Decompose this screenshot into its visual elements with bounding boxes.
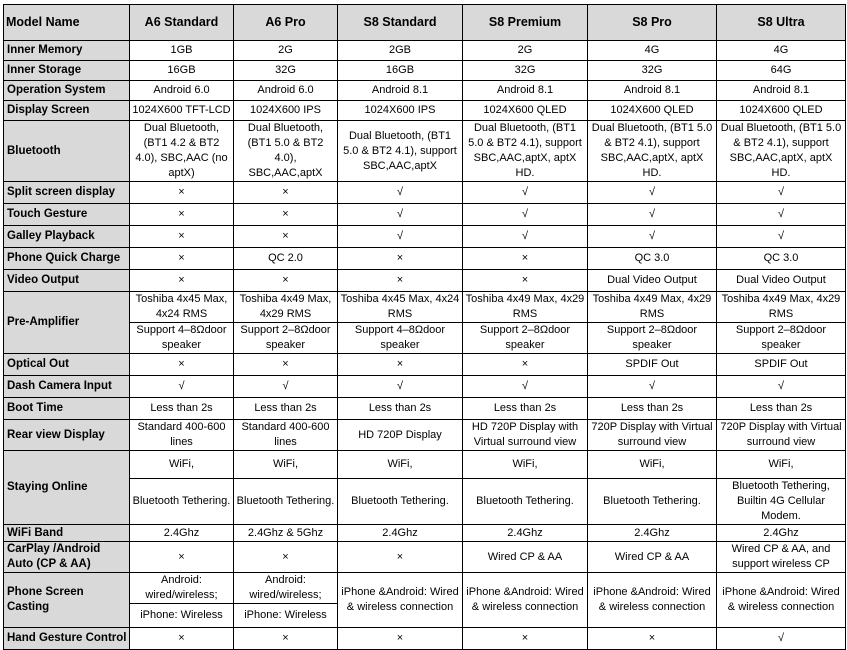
cell-value: Android 8.1 bbox=[463, 81, 588, 101]
cell-value: × bbox=[463, 248, 588, 270]
cell-value: WiFi, bbox=[463, 451, 588, 479]
cell-value: Dual Bluetooth, (BT1 5.0 & BT2 4.1), support SBC,AAC,aptX, aptX HD. bbox=[717, 121, 846, 182]
cell-value: 1024X600 IPS bbox=[234, 101, 338, 121]
cell-value: Android 8.1 bbox=[338, 81, 463, 101]
table-row bbox=[4, 226, 846, 248]
row-label: Hand Gesture Control bbox=[4, 628, 130, 650]
cell-value: Dual Bluetooth, (BT1 4.2 & BT2 4.0), SBC,AAC (no aptX) bbox=[130, 121, 234, 182]
row-label: Inner Storage bbox=[4, 61, 130, 81]
cell-value: √ bbox=[717, 628, 846, 650]
cell-value: WiFi, bbox=[338, 451, 463, 479]
table-row-continued bbox=[4, 323, 846, 354]
cell-value: Wired CP & AA bbox=[588, 542, 717, 573]
cell-value: 2.4Ghz bbox=[588, 525, 717, 542]
row-label: Inner Memory bbox=[4, 41, 130, 61]
cell-value: × bbox=[130, 204, 234, 226]
cell-value: 64G bbox=[717, 61, 846, 81]
cell-value: Toshiba 4x49 Max, 4x29 RMS bbox=[717, 292, 846, 323]
cell-value: Support 2–8Ωdoor speaker bbox=[717, 323, 846, 354]
table-row bbox=[4, 398, 846, 420]
cell-value: √ bbox=[717, 204, 846, 226]
cell-value: √ bbox=[234, 376, 338, 398]
cell-value: 2G bbox=[234, 41, 338, 61]
cell-value: Android 8.1 bbox=[717, 81, 846, 101]
cell-value: 1GB bbox=[130, 41, 234, 61]
cell-value: √ bbox=[588, 182, 717, 204]
cell-value: × bbox=[234, 204, 338, 226]
cell-value: 1024X600 IPS bbox=[338, 101, 463, 121]
cell-value: × bbox=[234, 628, 338, 650]
cell-value: 2G bbox=[463, 41, 588, 61]
cell-value: √ bbox=[588, 226, 717, 248]
cell-value: × bbox=[338, 354, 463, 376]
cell-value: √ bbox=[717, 226, 846, 248]
cell-value: 1024X600 TFT-LCD bbox=[130, 101, 234, 121]
cell-value: × bbox=[463, 628, 588, 650]
table-row-continued bbox=[4, 479, 846, 525]
cell-value: 1024X600 QLED bbox=[717, 101, 846, 121]
cell-value: √ bbox=[717, 182, 846, 204]
cell-value: iPhone &Android: Wired & wireless connection bbox=[338, 573, 463, 628]
cell-value: × bbox=[234, 182, 338, 204]
header-row bbox=[4, 5, 846, 41]
model-header: S8 Pro bbox=[588, 5, 717, 41]
row-label: Dash Camera Input bbox=[4, 376, 130, 398]
cell-value: Less than 2s bbox=[588, 398, 717, 420]
cell-value: Wired CP & AA, and support wireless CP bbox=[717, 542, 846, 573]
cell-value: Less than 2s bbox=[463, 398, 588, 420]
table-row bbox=[4, 41, 846, 61]
table-row bbox=[4, 628, 846, 650]
cell-value: Bluetooth Tethering. bbox=[588, 479, 717, 525]
cell-value: × bbox=[130, 354, 234, 376]
table-row bbox=[4, 270, 846, 292]
cell-value: Dual Bluetooth, (BT1 5.0 & BT2 4.1), support SBC,AAC,aptX bbox=[338, 121, 463, 182]
cell-value: × bbox=[130, 628, 234, 650]
cell-value: 32G bbox=[463, 61, 588, 81]
cell-value: √ bbox=[130, 376, 234, 398]
row-label: Pre-Amplifier bbox=[4, 292, 130, 354]
cell-value: 4G bbox=[588, 41, 717, 61]
table-row bbox=[4, 451, 846, 479]
cell-value: × bbox=[130, 248, 234, 270]
cell-value: √ bbox=[717, 376, 846, 398]
row-label: Phone Quick Charge bbox=[4, 248, 130, 270]
cell-value: × bbox=[463, 270, 588, 292]
model-header: S8 Standard bbox=[338, 5, 463, 41]
table-row bbox=[4, 292, 846, 323]
model-header: S8 Premium bbox=[463, 5, 588, 41]
cell-value: × bbox=[234, 542, 338, 573]
row-label: Split screen display bbox=[4, 182, 130, 204]
table-row bbox=[4, 182, 846, 204]
cell-value: √ bbox=[463, 182, 588, 204]
row-label: Optical Out bbox=[4, 354, 130, 376]
cell-value: √ bbox=[338, 204, 463, 226]
cell-value: 16GB bbox=[338, 61, 463, 81]
row-label: Boot Time bbox=[4, 398, 130, 420]
row-label: Touch Gesture bbox=[4, 204, 130, 226]
cell-value: 2.4Ghz bbox=[717, 525, 846, 542]
spec-comparison-table bbox=[3, 4, 846, 650]
table-row bbox=[4, 573, 846, 604]
cell-value: Wired CP & AA bbox=[463, 542, 588, 573]
table-row bbox=[4, 525, 846, 542]
cell-value: Less than 2s bbox=[234, 398, 338, 420]
model-name-header: Model Name bbox=[4, 5, 130, 41]
cell-value: Bluetooth Tethering. bbox=[130, 479, 234, 525]
cell-value: × bbox=[338, 542, 463, 573]
cell-value: 1024X600 QLED bbox=[463, 101, 588, 121]
cell-value: Dual Bluetooth, (BT1 5.0 & BT2 4.1), support SBC,AAC,aptX, aptX HD. bbox=[588, 121, 717, 182]
cell-value: QC 3.0 bbox=[588, 248, 717, 270]
cell-value: Bluetooth Tethering, Builtin 4G Cellular Modem. bbox=[717, 479, 846, 525]
cell-value: Support 4–8Ωdoor speaker bbox=[130, 323, 234, 354]
row-label: Video Output bbox=[4, 270, 130, 292]
table-row bbox=[4, 204, 846, 226]
table-row bbox=[4, 248, 846, 270]
cell-value: 720P Display with Virtual surround view bbox=[717, 420, 846, 451]
row-label: Phone Screen Casting bbox=[4, 573, 130, 628]
cell-value: Toshiba 4x49 Max, 4x29 RMS bbox=[234, 292, 338, 323]
cell-value: × bbox=[338, 628, 463, 650]
table-row bbox=[4, 121, 846, 182]
row-label: Galley Playback bbox=[4, 226, 130, 248]
cell-value: HD 720P Display bbox=[338, 420, 463, 451]
cell-value: Android: wired/wireless; bbox=[130, 573, 234, 604]
cell-value: 16GB bbox=[130, 61, 234, 81]
cell-value: Android 6.0 bbox=[234, 81, 338, 101]
table-row bbox=[4, 354, 846, 376]
cell-value: Dual Bluetooth, (BT1 5.0 & BT2 4.0), SBC,AAC,aptX bbox=[234, 121, 338, 182]
table-row bbox=[4, 420, 846, 451]
cell-value: Toshiba 4x45 Max, 4x24 RMS bbox=[130, 292, 234, 323]
cell-value: QC 3.0 bbox=[717, 248, 846, 270]
row-label: Rear view Display bbox=[4, 420, 130, 451]
cell-value: iPhone &Android: Wired & wireless connection bbox=[463, 573, 588, 628]
cell-value: Android 6.0 bbox=[130, 81, 234, 101]
cell-value: Dual Video Output bbox=[717, 270, 846, 292]
cell-value: × bbox=[338, 248, 463, 270]
table-row bbox=[4, 101, 846, 121]
row-label: Bluetooth bbox=[4, 121, 130, 182]
cell-value: Support 2–8Ωdoor speaker bbox=[234, 323, 338, 354]
cell-value: Toshiba 4x49 Max, 4x29 RMS bbox=[463, 292, 588, 323]
cell-value: × bbox=[130, 542, 234, 573]
cell-value: √ bbox=[588, 376, 717, 398]
cell-value: × bbox=[130, 182, 234, 204]
table-row bbox=[4, 61, 846, 81]
cell-value: Dual Video Output bbox=[588, 270, 717, 292]
cell-value: Toshiba 4x49 Max, 4x29 RMS bbox=[588, 292, 717, 323]
model-header: S8 Ultra bbox=[717, 5, 846, 41]
row-label: Staying Online bbox=[4, 451, 130, 525]
cell-value: Dual Bluetooth, (BT1 5.0 & BT2 4.1), support SBC,AAC,aptX, aptX HD. bbox=[463, 121, 588, 182]
cell-value: Support 4–8Ωdoor speaker bbox=[338, 323, 463, 354]
cell-value: SPDIF Out bbox=[717, 354, 846, 376]
table-body bbox=[4, 41, 846, 650]
table-row bbox=[4, 81, 846, 101]
cell-value: 2GB bbox=[338, 41, 463, 61]
cell-value: Bluetooth Tethering. bbox=[463, 479, 588, 525]
cell-value: Standard 400-600 lines bbox=[234, 420, 338, 451]
cell-value: × bbox=[234, 354, 338, 376]
cell-value: iPhone &Android: Wired & wireless connection bbox=[588, 573, 717, 628]
row-label: Operation System bbox=[4, 81, 130, 101]
cell-value: HD 720P Display with Virtual surround view bbox=[463, 420, 588, 451]
cell-value: iPhone: Wireless bbox=[130, 604, 234, 628]
cell-value: QC 2.0 bbox=[234, 248, 338, 270]
cell-value: Less than 2s bbox=[338, 398, 463, 420]
cell-value: 2.4Ghz bbox=[463, 525, 588, 542]
cell-value: × bbox=[130, 270, 234, 292]
cell-value: × bbox=[338, 270, 463, 292]
table-row bbox=[4, 542, 846, 573]
model-header: A6 Pro bbox=[234, 5, 338, 41]
cell-value: Less than 2s bbox=[717, 398, 846, 420]
cell-value: iPhone: Wireless bbox=[234, 604, 338, 628]
cell-value: 4G bbox=[717, 41, 846, 61]
cell-value: 2.4Ghz & 5Ghz bbox=[234, 525, 338, 542]
cell-value: 720P Display with Virtual surround view bbox=[588, 420, 717, 451]
cell-value: √ bbox=[338, 376, 463, 398]
cell-value: WiFi, bbox=[717, 451, 846, 479]
model-header: A6 Standard bbox=[130, 5, 234, 41]
cell-value: √ bbox=[463, 376, 588, 398]
cell-value: Support 2–8Ωdoor speaker bbox=[463, 323, 588, 354]
cell-value: √ bbox=[338, 182, 463, 204]
cell-value: Toshiba 4x45 Max, 4x24 RMS bbox=[338, 292, 463, 323]
cell-value: WiFi, bbox=[588, 451, 717, 479]
cell-value: Android 8.1 bbox=[588, 81, 717, 101]
cell-value: 2.4Ghz bbox=[130, 525, 234, 542]
cell-value: Bluetooth Tethering. bbox=[234, 479, 338, 525]
cell-value: WiFi, bbox=[130, 451, 234, 479]
cell-value: SPDIF Out bbox=[588, 354, 717, 376]
cell-value: 2.4Ghz bbox=[338, 525, 463, 542]
cell-value: Standard 400-600 lines bbox=[130, 420, 234, 451]
row-label: CarPlay /Android Auto (CP & AA) bbox=[4, 542, 130, 573]
cell-value: 32G bbox=[234, 61, 338, 81]
cell-value: √ bbox=[338, 226, 463, 248]
cell-value: Less than 2s bbox=[130, 398, 234, 420]
cell-value: × bbox=[463, 354, 588, 376]
cell-value: × bbox=[130, 226, 234, 248]
cell-value: × bbox=[588, 628, 717, 650]
cell-value: √ bbox=[463, 204, 588, 226]
cell-value: √ bbox=[463, 226, 588, 248]
cell-value: 32G bbox=[588, 61, 717, 81]
row-label: WiFi Band bbox=[4, 525, 130, 542]
cell-value: Android: wired/wireless; bbox=[234, 573, 338, 604]
cell-value: Bluetooth Tethering. bbox=[338, 479, 463, 525]
cell-value: iPhone &Android: Wired & wireless connection bbox=[717, 573, 846, 628]
cell-value: Support 2–8Ωdoor speaker bbox=[588, 323, 717, 354]
cell-value: √ bbox=[588, 204, 717, 226]
cell-value: 1024X600 QLED bbox=[588, 101, 717, 121]
cell-value: × bbox=[234, 270, 338, 292]
cell-value: WiFi, bbox=[234, 451, 338, 479]
cell-value: × bbox=[234, 226, 338, 248]
row-label: Display Screen bbox=[4, 101, 130, 121]
table-row bbox=[4, 376, 846, 398]
